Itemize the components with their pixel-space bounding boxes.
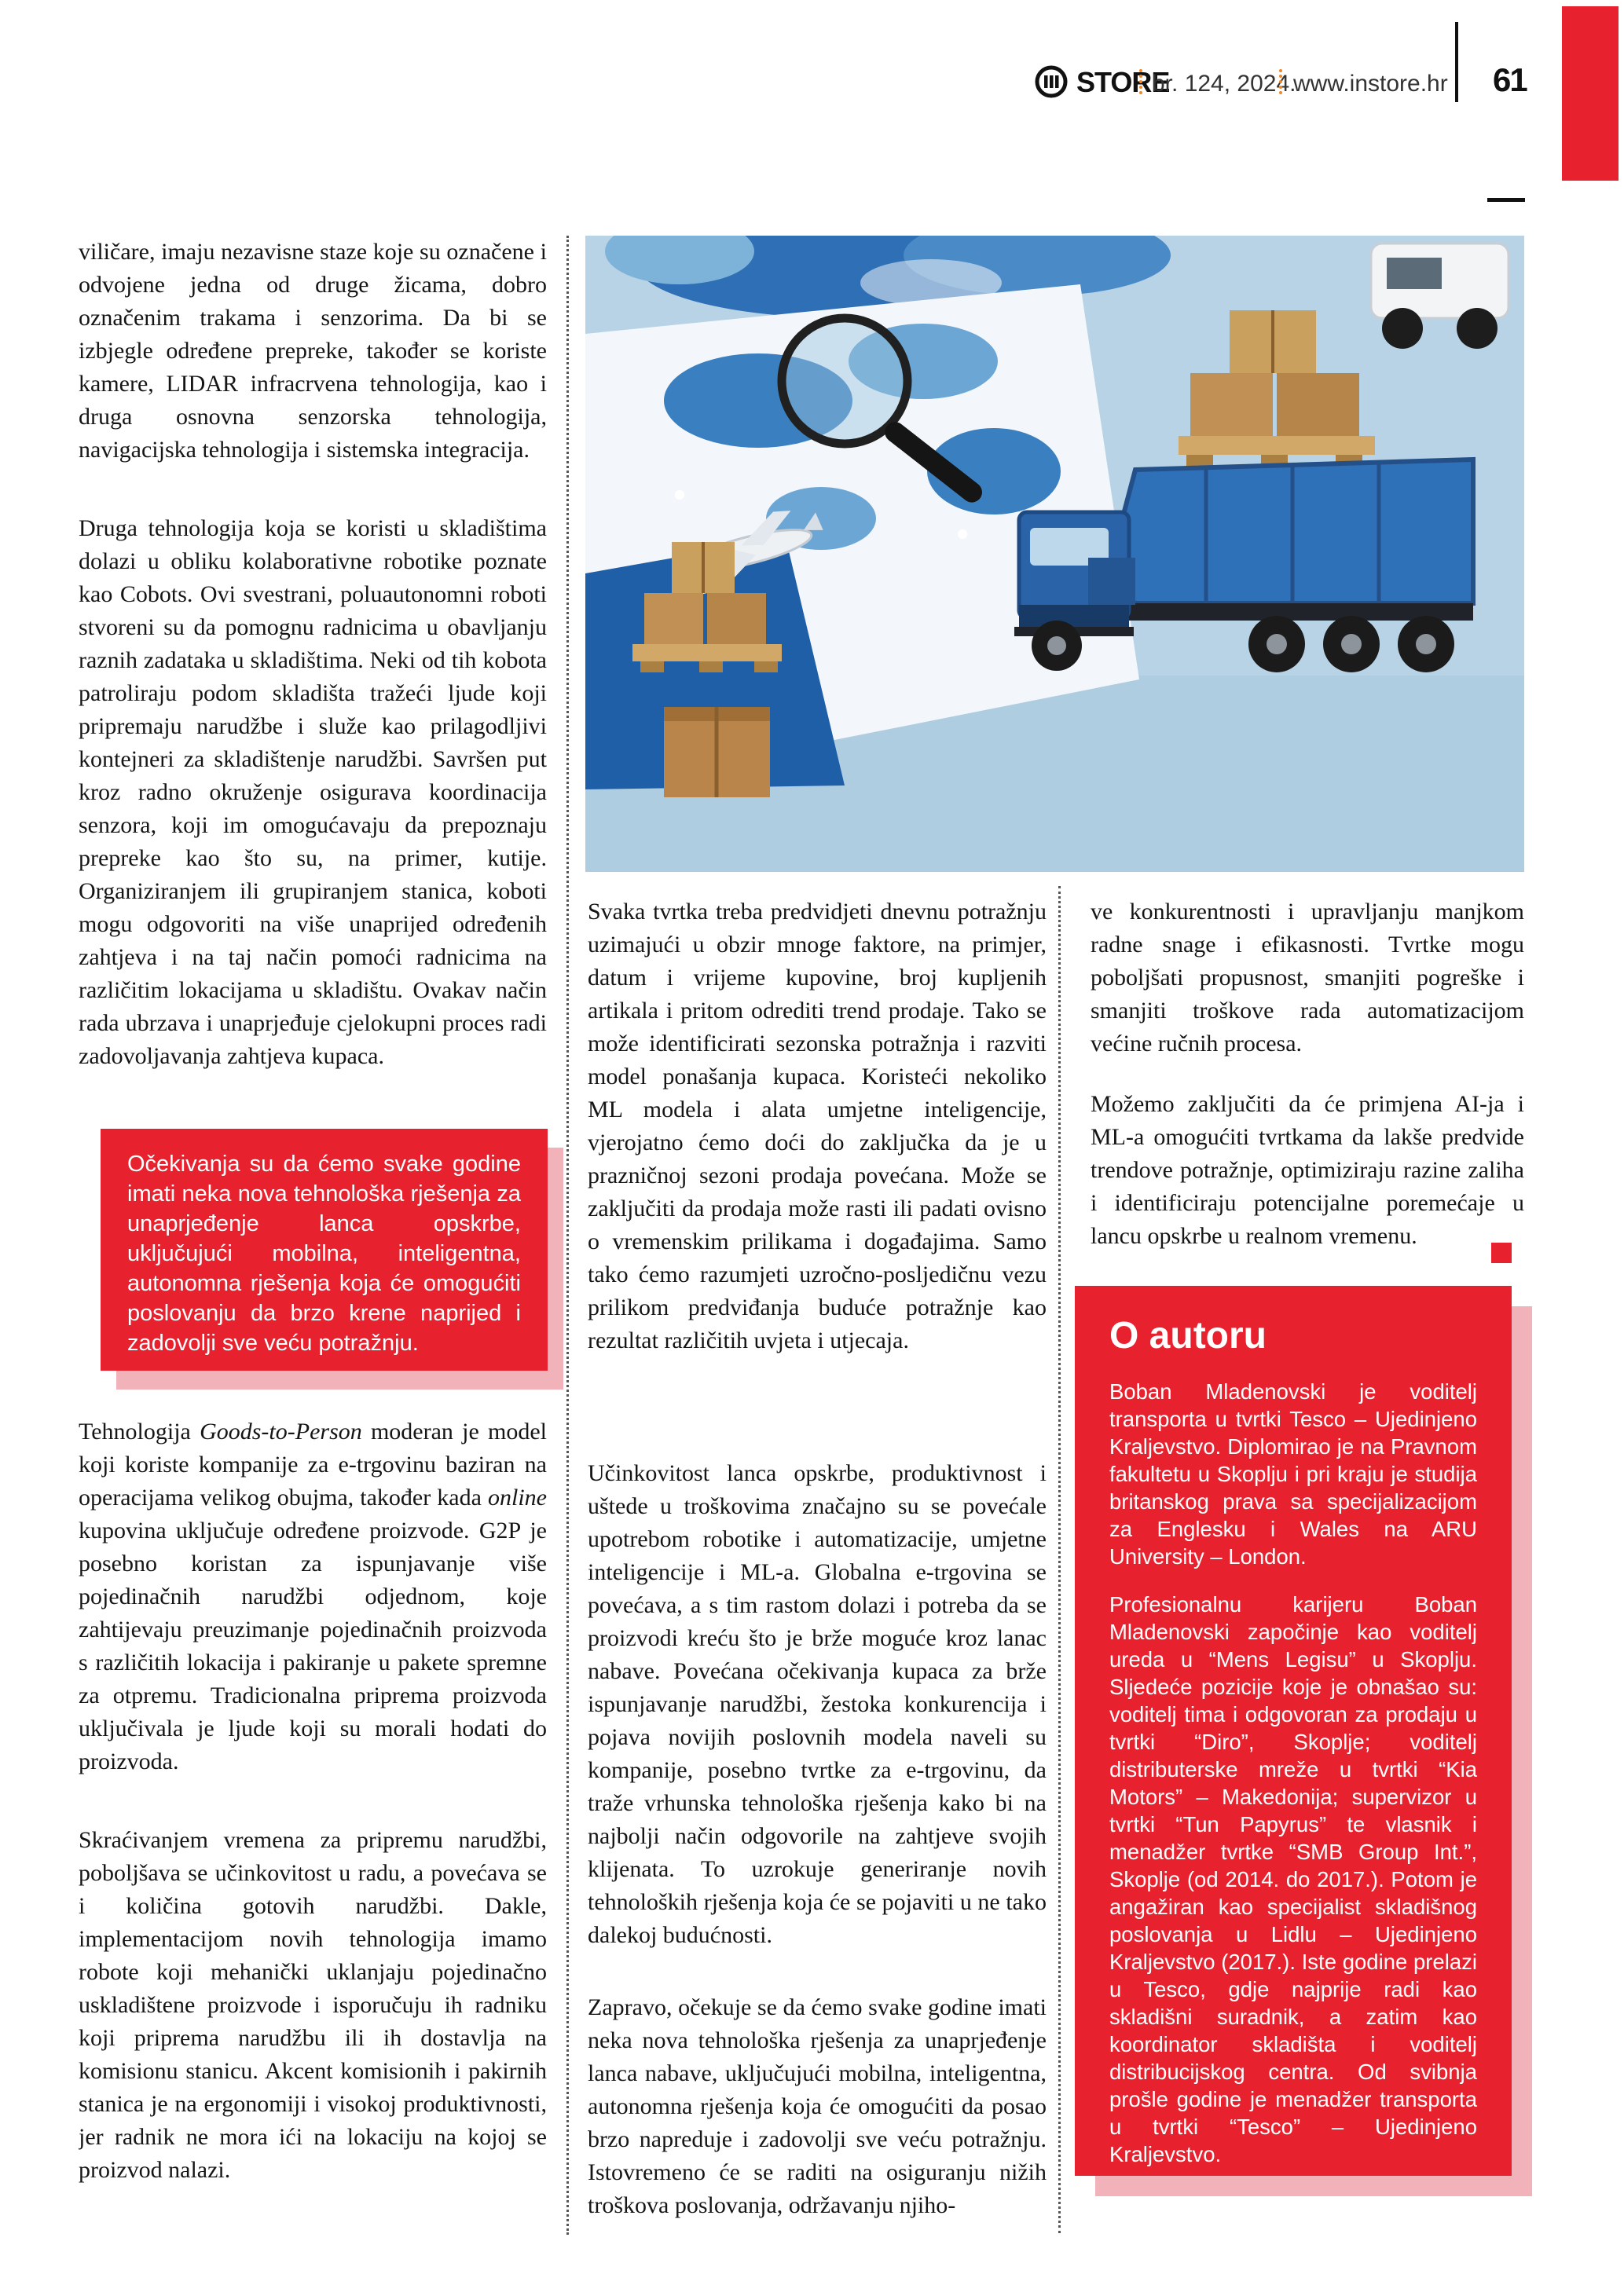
body-paragraph: Skraćivanjem vremena za pripremu narudžbi, poboljšava se učinkovitost u radu, a povećava se i količina gotovih narudžbi. Dakle, implementacijom novih tehnologija imamo robote koji mehanički uklanjaju pojedinačno uskladištene proizvode i isporučuju ih radniku koji priprema narudžbu ili ih dostavlja na komisionu stanicu. Akcent komisionih i pakirnih stanica je na ergonomiji i visokoj produktivnosti, jer radnik ne mora ići na lokaciju na kojoj se proizvod nalazi. [79, 1827, 547, 2183]
about-author-paragraph: Boban Mladenovski je voditelj transporta u tvrtki Tesco – Ujedinjeno Kraljevstvo. Diplomirao je na Pravnom fakultetu u Skoplju i pri kraju je studija britanskog prava sa specijalizacijom za Englesku i Wales na ARU University – London. [1109, 1379, 1477, 1569]
header-divider [1455, 22, 1458, 102]
header-dot-separator [1139, 69, 1142, 94]
magazine-title: STORE [1076, 66, 1170, 98]
body-paragraph: ve konkurentnosti i upravljanju manjkom radne snage i efikasnosti. Tvrtke mogu poboljšati propusnost, smanjiti pogreške i smanjiti troškove rada automatizacijom većine ručnih procesa. [1091, 899, 1524, 1056]
article-photo [585, 236, 1524, 872]
pull-quote-text: Očekivanja su da ćemo svake godine imati neka nova tehnološka rješenja za unaprjeđenje lanca opskrbe, uključujući mobilna, inteligentna, autonomna rješenja koja će omogućiti poslovanju da brzo krene naprijed i zadovolji sve veću potražnju. [127, 1152, 521, 1356]
body-paragraph: Tehnologija Goods-to-Person moderan je model koji koriste kompanije za e-trgovinu baziran na operacijama velikog obujma, također kada online kupovina uključuje određene proizvode. G2P je posebno koristan za ispunjavanje više pojedinačnih narudžbi odjednom, koje zahtijevaju preuzimanje pojedinačnih proizvoda s različitih lokacija i pakiranje u pakete spremne za otpremu. Tradicionalna priprema proizvoda uključivala je ljude koji su morali hodati do proizvoda. [79, 1419, 547, 1774]
body-paragraph: viličare, imaju nezavisne staze koje su označene i odvojene jedna od druge žicama, dobro označenim trakama i senzorima. Da bi se izbjegle određene prepreke, također se koriste kamere, LIDAR infracrvena tehnologija, kao i druga osnovna senzorska tehnologija, navigacijska tehnologija i sistemska integracija. [79, 239, 547, 463]
pull-quote-box [101, 1129, 548, 1371]
body-paragraph: Svaka tvrtka treba predvidjeti dnevnu potražnju uzimajući u obzir mnoge faktore, na primjer, datum i vrijeme kupovine, broj kupljenih artikala i pritom odrediti trend prodaje. Tako se može identificirati sezonska potražnja i razviti model ponašanja kupaca. Koristeći nekoliko ML modela i alata umjetne inteligencije, vjerojatno ćemo doći do zaključka da je u prazničnoj sezoni prodaja povećana. Može se zaključiti da prodaja može rasti ili padati ovisno o vremenskim prilikama i događajima. Samo tako ćemo razumjeti uzročno-posljedičnu vezu prilikom predviđanja buduće potražnje kao rezultat različitih uvjeta i utjecaja. [588, 899, 1047, 1353]
article-end-marker [1491, 1243, 1512, 1263]
about-author-box [1075, 1286, 1512, 2176]
body-paragraph: Zapravo, očekuje se da ćemo svake godine imati neka nova tehnološka rješenja za unaprjeđenje lanca nabave, uključujući mobilna, inteligentna, autonomna rješenja koja će omogućiti da posao brzo napreduje i zadovolji sve veću potražnju. Istovremeno će se raditi na osiguranju nižih troškova poslovanja, održavanju njiho- [588, 1994, 1047, 2218]
body-paragraph: Učinkovitost lanca opskrbe, produktivnost i uštede u troškovima značajno su se povećale upotrebom robotike i automatizacije, umjetne inteligencije i ML-a. Globalna e-trgovina se povećava, a s tim rastom dolazi i potreba da se proizvodi kreću što je brže moguće kroz lanac nabave. Povećana očekivanja kupaca za brže ispunjavanje narudžbi, žestoka konkurencija i pojava novijih poslovnih modela naveli su kompanije, posebno tvrtke za e-trgovinu, da traže vrhunska tehnološka rješenja kako bi na najbolji način odgovorile na zahtjeve svojih klijenata. To uzrokuje generiranje novih tehnoloških rješenja koja će se pojaviti u ne tako dalekoj budućnosti. [588, 1460, 1047, 1948]
header-dot-separator [1279, 69, 1282, 94]
column-3 [1091, 895, 1524, 1288]
column-separator [1058, 886, 1061, 2233]
cardboard-box [664, 707, 770, 797]
page-number: 61 [1493, 61, 1527, 98]
about-author-paragraph: Profesionalnu karijeru Boban Mladenovski započinje kao voditelj ureda u “Mens Legisu” u Skoplju. Sljedeće pozicije koje je obnašao su: voditelj tima i odgovoran za prodaju u tvrtki “Diro”, Skoplje; voditelj distributerske mreže u tvrtki “Kia Motors” – Makedonija; supervizor u tvrtki “Tun Papyrus” te vlasnik i menadžer tvrtke “SMB Group Int.”, Skoplje (od 2014. do 2017.). Potom je angažiran kao specijalist skladišnog poslovanja u Lidlu – Ujedinjeno Kraljevstvo (2017.). Iste godine prelazi u Tesco, gdje najprije radi kao skladišni suradnik, a zatim kao koordinator skladišta i voditelj distribucijskog centra. Od svibnja prošle godine je menadžer transporta u tvrtki “Tesco” – Ujedinjeno Kraljevstvo. [1109, 1592, 1477, 2166]
body-paragraph: Druga tehnologija koja se koristi u skladištima dolazi u obliku kolaborativne robotike poznate kao Cobots. Ovi svestrani, poluautonomni roboti stvoreni su da pomognu radnicima u obavljanju raznih zadataka u skladištima. Neki od tih kobota patroliraju podom skladišta tražeći ljude koji pripremaju narudžbe i služe kao prilagodljivi kontejneri za skladištenje narudžbi. Savršen put kroz radno okruženje osigurava koordinacija senzora, koji im omogućavaju da prepoznaju prepreke kao što su, na primer, kutije. Organiziranjem ili grupiranjem stanica, koboti mogu odgovoriti na više unaprijed određenih zahtjeva i na taj način pomoći radnicima na različitim lokacijama u skladištu. Ovakav način rada ubrzava i unaprjeđuje cjelokupni proces radi zadovoljavanja zahtjeva kupaca. [79, 515, 547, 1069]
column-1 [79, 236, 547, 2235]
instore-logo-icon [1034, 64, 1069, 99]
red-corner-tab [1562, 6, 1619, 181]
issue-number: br. 124, 2024. [1152, 71, 1296, 97]
column-separator [566, 236, 569, 2235]
about-author-title: O autoru [1109, 1315, 1267, 1357]
website-link[interactable]: www.instore.hr [1293, 71, 1448, 97]
page-number-rule [1487, 198, 1525, 202]
body-paragraph: Možemo zaključiti da će primjena AI-ja i ML-a omogućiti tvrtkama da lakše predvide trendove potražnje, optimiziraju razine zaliha i identificiraju potencijalne poremećaje u lancu opskrbe u realnom vremenu. [1091, 1091, 1524, 1249]
column-2 [588, 895, 1047, 2247]
